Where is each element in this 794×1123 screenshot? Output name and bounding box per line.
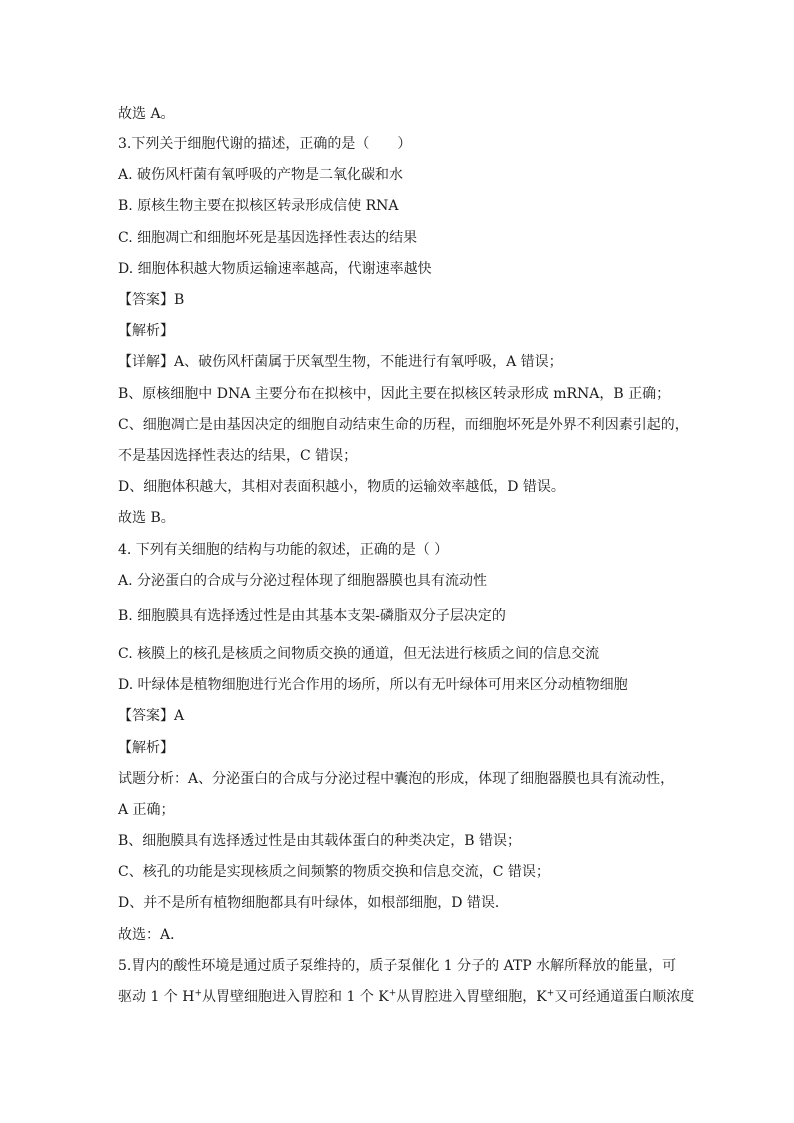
question-4-option-d: D. 叶绿体是植物细胞进行光合作用的场所，所以有无叶绿体可用来区分动植物细胞 [118, 677, 628, 693]
analysis-line: B、细胞膜具有选择透过性是由其载体蛋白的种类决定，B 错误； [118, 833, 522, 849]
analysis-label: 【解析】 [118, 740, 174, 756]
question-3-option-c: C. 细胞凋亡和细胞坏死是基因选择性表达的结果 [118, 230, 418, 246]
text-segment: 又可经通道蛋白顺浓度 [554, 989, 695, 1005]
analysis-label: 【解析】 [118, 323, 174, 339]
text-line: 故选 A。 [118, 106, 175, 122]
question-3-option-d: D. 细胞体积越大物质运输速率越高，代谢速率越快 [118, 261, 432, 277]
text-segment: 从胃壁细胞进入胃腔和 1 个 K [202, 989, 389, 1005]
superscript: + [388, 988, 397, 999]
question-4-option-b: B. 细胞膜具有选择透过性是由其基本支架-磷脂双分子层决定的 [118, 608, 506, 624]
analysis-line: C、细胞凋亡是由基因决定的细胞自动结束生命的历程，而细胞坏死是外界不利因素引起的， [118, 417, 689, 433]
analysis-line: 不是基因选择性表达的结果，C 错误； [118, 448, 358, 464]
text-segment: 驱动 1 个 H [118, 989, 195, 1005]
question-5-stem: 5.胃内的酸性环境是通过质子泵维持的，质子泵催化 1 分子的 ATP 水解所释放的能量，可 [118, 958, 677, 974]
question-4-option-c: C. 核膜上的核孔是核质之间物质交换的通道，但无法进行核质之间的信息交流 [118, 646, 600, 662]
analysis-line: D、并不是所有植物细胞都具有叶绿体，如根部细胞，D 错误． [118, 895, 509, 911]
text-segment: 从胃腔进入胃壁细胞，K [396, 989, 547, 1005]
analysis-line: 试题分析：A、分泌蛋白的合成与分泌过程中囊泡的形成，体现了细胞器膜也具有流动性， [118, 771, 675, 787]
question-3-option-a: A. 破伤风杆菌有氧呼吸的产物是二氧化碳和水 [118, 167, 404, 183]
analysis-line: A 正确； [118, 802, 175, 818]
superscript: + [546, 988, 555, 999]
superscript: + [194, 988, 203, 999]
analysis-line: C、核孔的功能是实现核质之间频繁的物质交换和信息交流，C 错误； [118, 864, 550, 880]
question-4-option-a: A. 分泌蛋白的合成与分泌过程体现了细胞器膜也具有流动性 [118, 573, 488, 589]
analysis-line: 【详解】A、破伤风杆菌属于厌氧型生物，不能进行有氧呼吸，A 错误； [118, 354, 563, 370]
text-line: 故选 B。 [118, 510, 175, 526]
answer-label: 【答案】B [118, 292, 185, 308]
text-line: 故选：A． [118, 927, 185, 943]
answer-label: 【答案】A [118, 708, 185, 724]
analysis-line: B、原核细胞中 DNA 主要分布在拟核中，因此主要在拟核区转录形成 mRNA，B 正确； [118, 386, 671, 402]
question-3-option-b: B. 原核生物主要在拟核区转录形成信使 RNA [118, 198, 399, 214]
analysis-line: D、细胞体积越大，其相对表面积越小，物质的运输效率越低，D 错误。 [118, 479, 565, 495]
question-4-stem: 4. 下列有关细胞的结构与功能的叙述，正确的是（ ） [118, 542, 449, 558]
question-5-stem-continued [118, 987, 694, 1007]
question-3-stem: 3.下列关于细胞代谢的描述，正确的是（ ） [118, 136, 412, 152]
